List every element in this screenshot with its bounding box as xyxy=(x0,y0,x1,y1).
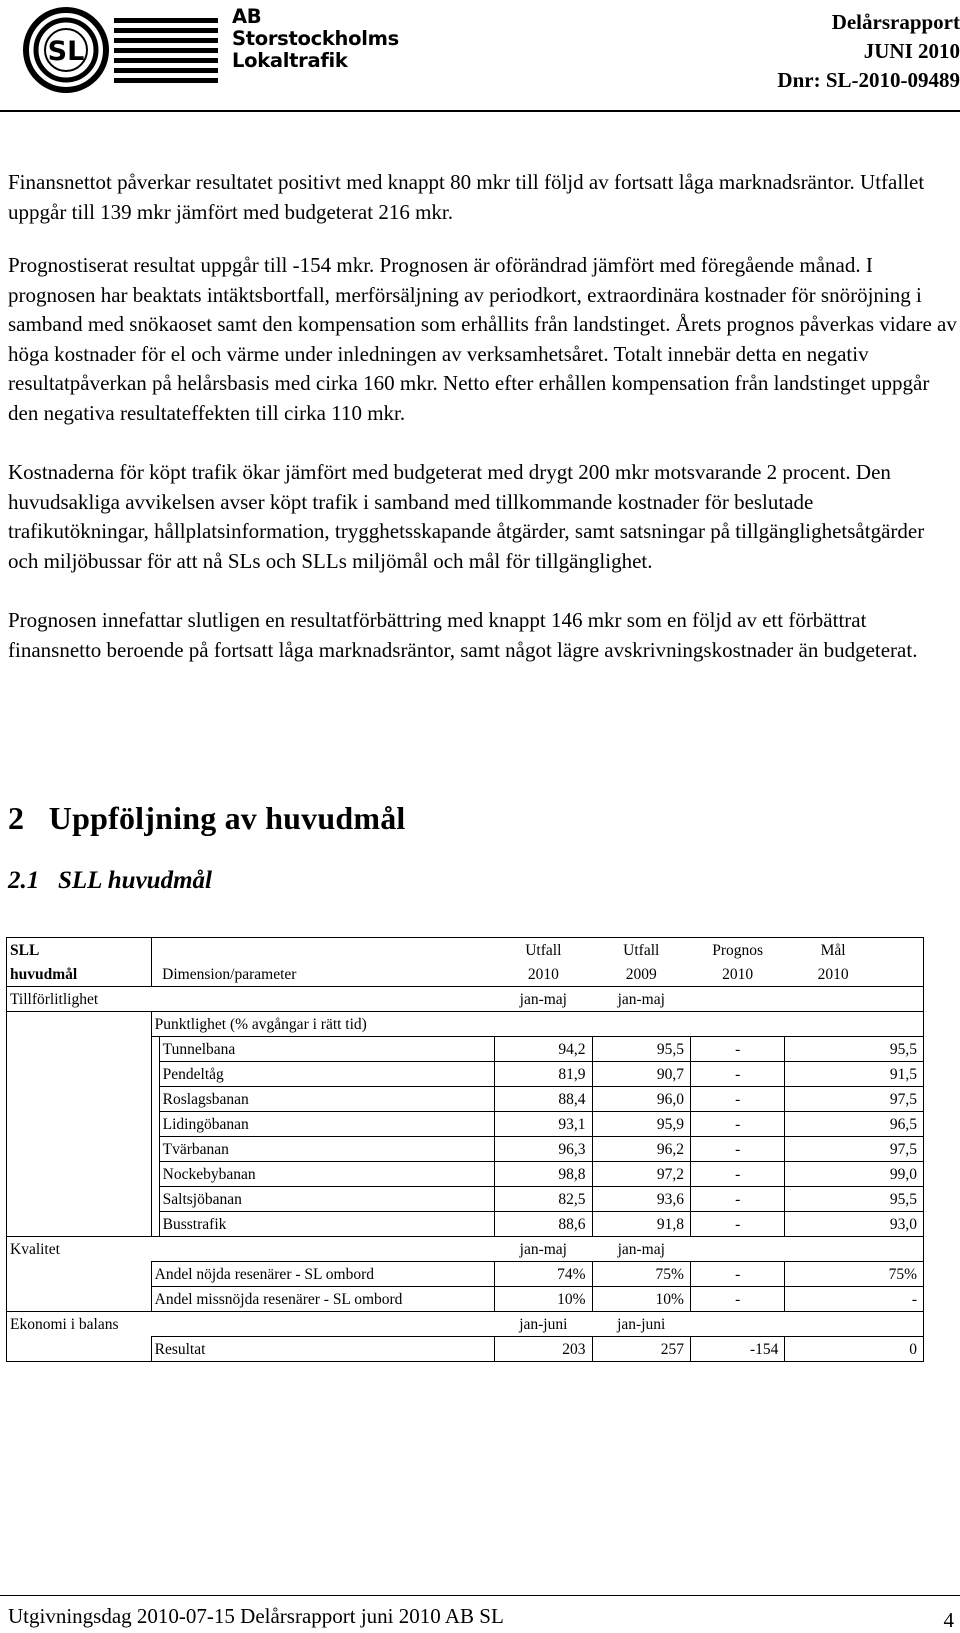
row-name: Tvärbanan xyxy=(159,1137,494,1162)
cell-u2009: 93,6 xyxy=(592,1187,690,1212)
period-2010: jan-maj xyxy=(495,987,592,1012)
cell-prognos: - xyxy=(690,1262,784,1287)
period-2010: jan-maj xyxy=(495,1237,592,1262)
cell-u2010: 82,5 xyxy=(495,1187,592,1212)
svg-text:SL: SL xyxy=(47,36,85,67)
cell-u2009: 96,2 xyxy=(592,1137,690,1162)
table-row xyxy=(7,1237,924,1262)
cell-u2010: 81,9 xyxy=(495,1062,592,1087)
company-line-3: Lokaltrafik xyxy=(232,49,348,72)
table-header-row-2 xyxy=(7,962,924,987)
doc-title: Delårsrapport xyxy=(831,10,960,34)
header-utfall-2009: Utfall xyxy=(592,938,690,963)
header-divider xyxy=(0,110,960,112)
cell-mal: 95,5 xyxy=(785,1037,924,1062)
period-2009: jan-maj xyxy=(592,987,690,1012)
cell-u2009: 10% xyxy=(592,1287,690,1312)
row-name: Resultat xyxy=(151,1337,494,1362)
paragraph-kostnader: Kostnaderna för köpt trafik ökar jämfört med budgeterat med drygt 200 mkr motsvarande 2 procent. Den huvudsakliga avvikelsen avser köpt trafik i samband med tillkommande kostnader för beslutade trafikutökningar, hållplatsinformation, trygghetsskapande åtgärder, samt satsningar på tillgänglighetsåtgärder och miljöbussar för att nå SLs och SLLs miljömål och mål för tillgänglighet. xyxy=(8,460,925,573)
cell-u2010: 88,6 xyxy=(495,1212,592,1237)
cell-u2009: 97,2 xyxy=(592,1162,690,1187)
subgroup-punctuality: Punktlighet (% avgångar i rätt tid) xyxy=(151,1012,494,1037)
header-year-2009: 2009 xyxy=(592,962,690,987)
group-label-economy: Ekonomi i balans xyxy=(7,1312,495,1337)
cell-mal: - xyxy=(785,1287,924,1312)
period-2009: jan-juni xyxy=(592,1312,690,1337)
header-prognos: Prognos xyxy=(690,938,784,963)
cell-mal: 91,5 xyxy=(785,1062,924,1087)
cell-prognos: - xyxy=(690,1212,784,1237)
cell-u2009: 96,0 xyxy=(592,1087,690,1112)
company-line-1: AB xyxy=(232,5,262,28)
cell-u2009: 90,7 xyxy=(592,1062,690,1087)
header-dimension: Dimension/parameter xyxy=(159,962,494,987)
document-info xyxy=(660,8,960,95)
table-row xyxy=(7,1312,924,1337)
cell-u2010: 96,3 xyxy=(495,1137,592,1162)
header-huvudmal: huvudmål xyxy=(7,962,152,987)
paragraph-prognos: Prognostiserat resultat uppgår till -154 mkr. Prognosen är oförändrad jämfört med föregående månad. I prognosen har beaktats intäktsbortfall, merförsäljning av periodkort, extraordinära kostnader för snöröjning i samband med snökaoset samt den kompensation som erhållits från landstinget. Årets prognos påverkas vidare av höga kostnader för el och värme under inledningen av verksamhetsåret. Totalt innebär detta en negativ resultatpåverkan på helårsbasis med cirka 160 mkr. Netto efter erhållen kompensation från landstinget uppgår den negativa resultateffekten till cirka 110 mkr. xyxy=(8,253,957,425)
cell-prognos: - xyxy=(690,1112,784,1137)
group-label-reliability: Tillförlitlighet xyxy=(7,987,495,1012)
cell-mal: 75% xyxy=(785,1262,924,1287)
cell-u2010: 10% xyxy=(495,1287,592,1312)
row-name: Nockebybanan xyxy=(159,1162,494,1187)
cell-prognos: - xyxy=(690,1087,784,1112)
cell-prognos: - xyxy=(690,1037,784,1062)
period-2009: jan-maj xyxy=(592,1237,690,1262)
sl-logo xyxy=(18,4,228,96)
cell-mal: 95,5 xyxy=(785,1187,924,1212)
doc-period: JUNI 2010 xyxy=(863,39,960,63)
cell-u2009: 75% xyxy=(592,1262,690,1287)
table-row xyxy=(7,1337,924,1362)
header-year-2010: 2010 xyxy=(495,962,592,987)
row-name: Tunnelbana xyxy=(159,1037,494,1062)
cell-mal: 99,0 xyxy=(785,1162,924,1187)
doc-dnr: Dnr: SL-2010-09489 xyxy=(777,68,960,92)
page-header xyxy=(0,0,960,110)
group-label-quality: Kvalitet xyxy=(7,1237,495,1262)
cell-prognos: - xyxy=(690,1137,784,1162)
footer-divider xyxy=(0,1595,960,1596)
row-name: Andel nöjda resenärer - SL ombord xyxy=(151,1262,494,1287)
cell-mal: 97,5 xyxy=(785,1137,924,1162)
paragraph-finansnetto: Finansnettot påverkar resultatet positivt med knappt 80 mkr till följd av fortsatt låga marknadsräntor. Utfallet uppgår till 139 mkr jämfört med budgeterat 216 mkr. xyxy=(8,170,925,224)
cell-u2010: 93,1 xyxy=(495,1112,592,1137)
row-name: Lidingöbanan xyxy=(159,1112,494,1137)
cell-mal: 96,5 xyxy=(785,1112,924,1137)
company-line-2: Storstockholms xyxy=(232,27,399,50)
cell-mal: 93,0 xyxy=(785,1212,924,1237)
sll-goals-table xyxy=(6,937,924,1362)
cell-prognos: - xyxy=(690,1187,784,1212)
cell-u2010: 88,4 xyxy=(495,1087,592,1112)
table-row xyxy=(7,987,924,1012)
sl-logo-icon xyxy=(18,4,228,96)
cell-u2009: 257 xyxy=(592,1337,690,1362)
table-header-row-1 xyxy=(7,938,924,963)
header-utfall-2010: Utfall xyxy=(495,938,592,963)
cell-prognos: - xyxy=(690,1062,784,1087)
cell-u2010: 203 xyxy=(495,1337,592,1362)
cell-u2010: 98,8 xyxy=(495,1162,592,1187)
header-sll: SLL xyxy=(7,938,152,963)
row-name: Pendeltåg xyxy=(159,1062,494,1087)
cell-u2010: 94,2 xyxy=(495,1037,592,1062)
page-number: 4 xyxy=(943,1608,954,1632)
footer-publication-info: Utgivningsdag 2010-07-15 Delårsrapport juni 2010 AB SL xyxy=(8,1604,504,1628)
cell-mal: 0 xyxy=(785,1337,924,1362)
cell-mal: 97,5 xyxy=(785,1087,924,1112)
table-row xyxy=(7,1262,924,1287)
section-heading: 2 Uppföljning av huvudmål xyxy=(8,800,406,836)
cell-u2009: 95,5 xyxy=(592,1037,690,1062)
row-name: Roslagsbanan xyxy=(159,1087,494,1112)
cell-u2009: 91,8 xyxy=(592,1212,690,1237)
header-year-prognos: 2010 xyxy=(690,962,784,987)
header-mal: Mål xyxy=(785,938,881,963)
cell-u2010: 74% xyxy=(495,1262,592,1287)
row-name: Busstrafik xyxy=(159,1212,494,1237)
row-name: Andel missnöjda resenärer - SL ombord xyxy=(151,1287,494,1312)
header-year-mal: 2010 xyxy=(785,962,881,987)
cell-u2009: 95,9 xyxy=(592,1112,690,1137)
subsection-heading: 2.1 SLL huvudmål xyxy=(8,867,212,894)
cell-prognos: -154 xyxy=(690,1337,784,1362)
company-name xyxy=(232,6,399,72)
body-text xyxy=(8,168,958,665)
paragraph-resultatforbattring: Prognosen innefattar slutligen en resultatförbättring med knappt 146 mkr som en följd av ett förbättrat finansnetto beroende på fortsatt låga marknadsräntor, samt något lägre avskrivningskostnader än budgeterat. xyxy=(8,608,918,662)
cell-prognos: - xyxy=(690,1162,784,1187)
period-2010: jan-juni xyxy=(495,1312,592,1337)
row-name: Saltsjöbanan xyxy=(159,1187,494,1212)
cell-prognos: - xyxy=(690,1287,784,1312)
table-row xyxy=(7,1012,924,1037)
